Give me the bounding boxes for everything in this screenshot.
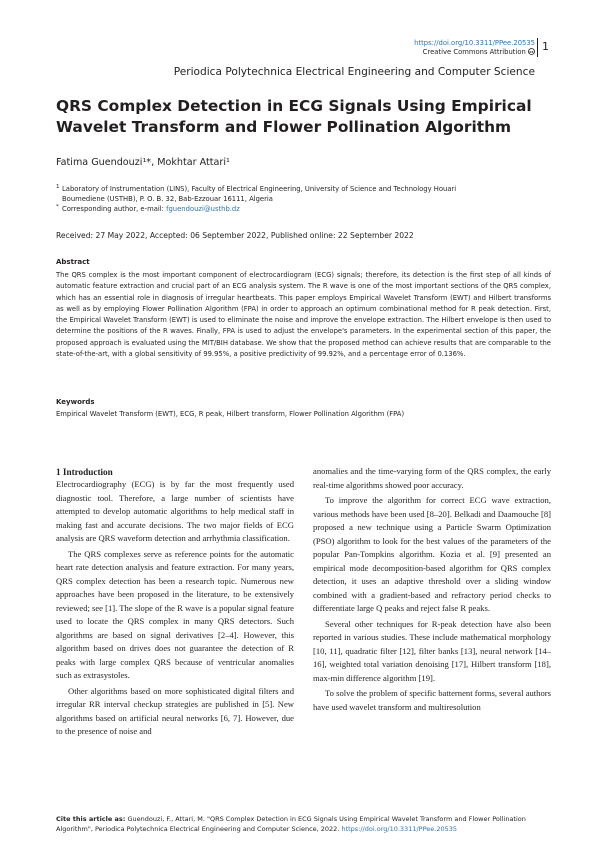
paragraph: To improve the algorithm for correct ECG wave extraction, various methods have been used [8–20]. Belkadi and Daamouche [8] proposed a new technique using a Particle Swarm Optimization (PSO) algorithm to look for the best values of the parameters of the popular Pan-Tompkins algorithm. Kozia et al. [9] presented an empirical mode decomposition-based algorithm for QRS complex detection, it uses an adaptive threshold over a sliding window combined with a gradient-based and refractory period checks to differentiate large Q peaks and reject false R peaks. [313, 495, 551, 613]
doi-link[interactable]: https://doi.org/10.3311/PPee.20535 [414, 39, 535, 47]
paragraph: To solve the problem of specific batternent forms, several authors have used wavelet transform and multiresolution [313, 688, 551, 712]
affiliation-marker: 1 [56, 184, 60, 190]
page-number-divider [537, 38, 538, 57]
affiliation-line-2: Boumediene (USTHB), P. O. B. 32, Bab-Ezzouar 16111, Algeria [62, 195, 273, 203]
body-column-right [313, 465, 551, 716]
section-heading-introduction: 1 Introduction [56, 467, 113, 477]
affiliations [56, 184, 556, 214]
article-dates: Received: 27 May 2022, Accepted: 06 September 2022, Published online: 22 September 2022 [56, 231, 414, 240]
license-text: Creative Commons Attribution [422, 48, 526, 56]
body-column-left [56, 478, 294, 741]
svg-text:cc: cc [529, 49, 534, 54]
paragraph: The QRS complexes serve as reference points for the automatic heart rate detection analysis and feature extraction. For many years, QRS complex detection has been a research topic. Numerous new approaches have been proposed in the literature, to be extensively reviewed; see [1]. The slope of the R wave is a popular signal feature used to locate the QRS complex in many QRS detectors. Such algorithms are based on signal derivatives [2–4]. However, this algorithm based on drives does not guarantee the detection of R peaks with large complex QRS because of ventricular anomalies such as extrasystoles. [56, 548, 294, 680]
citation-footer [56, 815, 556, 834]
journal-name: Periodica Polytechnica Electrical Engineering and Computer Science [173, 66, 535, 78]
corresponding-label: Corresponding author, e-mail: [62, 205, 167, 213]
affiliation-line-1: Laboratory of Instrumentation (LINS), Faculty of Electrical Engineering, University of Science and Technology Houari [62, 185, 457, 193]
paragraph: Other algorithms based on more sophisticated digital filters and irregular RR interval checkup strategies are published in [5]. New algorithms based on artificial neural networks [6, 7]. However, due to the presence of noise and [56, 685, 294, 736]
title-line-2: Wavelet Transform and Flower Pollination Algorithm [56, 118, 512, 136]
paragraph: anomalies and the time-varying form of the QRS complex, the early real-time algorithms showed poor accuracy. [313, 466, 551, 490]
paragraph: Electrocardiography (ECG) is by far the most frequently used diagnostic tool. Therefore, a large number of scientists have attempted to develop automatic algorithms to help medical staff in making fast and accurate decisions. The two major fields of ECG analysis are QRS waveform detection and arrhythmia classification. [56, 479, 294, 543]
article-title [56, 96, 546, 138]
cite-label: Cite this article as: [56, 815, 126, 823]
cite-doi-link[interactable]: https://doi.org/10.3311/PPee.20535 [341, 824, 457, 833]
abstract-text: The QRS complex is the most important component of electrocardiogram (ECG) signals; therefore, its detection is the first step of all kinds of automatic feature extraction and crucial part of an ECG analysis system. The R wave is one of the most important sections of the QRS complex, which has an essential role in diagnosis of irregular heartbeats. This paper employs Empirical Wavelet Transform (EWT) and Hilbert transforms as well as by employing Flower Pollination Algorithm (FPA) in order to approach an optimum combinational method for R peak detection. First, the Empirical Wavelet Transform (EWT) is used to eliminate the noise and improve the envelope extraction. The Hilbert envelope is then used to determine the positions of the R waves. Finally, FPA is used to adjust the envelope's parameters. In the experimental section of this paper, the proposed approach is evaluated using the MIT/BIH database. We show that the proposed method can achieve results that are comparable to the state-of-the-art, with a global sensitivity of 99.95%, a positive predictivity of 99.92%, and a percentage error of 0.136%. [56, 271, 551, 359]
corresponding-email-link[interactable]: fguendouzi@usthb.dz [166, 205, 240, 213]
paragraph: Several other techniques for R-peak detection have also been reported in various studies. These include mathematical morphology [10, 11], quadratic filter [12], filter banks [13], neural network [14–16], weighted total variation denoising [17], Hilbert transform [18], max-min difference algorithm [19]. [313, 618, 551, 683]
keywords-heading: Keywords [56, 398, 95, 406]
cite-text: Guendouzi, F., Attari, M. "QRS Complex Detection in ECG Signals Using Empirical Wavelet Transform and Flower Pollination Algorithm", Periodica Polytechnica Electrical Engineering and Computer Science, 2022. [56, 815, 526, 833]
keywords-text: Empirical Wavelet Transform (EWT), ECG, R peak, Hilbert transform, Flower Pollination Algorithm (FPA) [56, 410, 405, 418]
page-number: 1 [542, 40, 549, 53]
corresponding-marker: * [56, 204, 59, 210]
doi-block [414, 39, 535, 57]
authors: Fatima Guendouzi¹*, Mokhtar Attari¹ [56, 157, 230, 168]
cc-icon [528, 48, 535, 56]
title-line-1: QRS Complex Detection in ECG Signals Using Empirical [56, 97, 532, 115]
abstract-heading: Abstract [56, 258, 90, 266]
